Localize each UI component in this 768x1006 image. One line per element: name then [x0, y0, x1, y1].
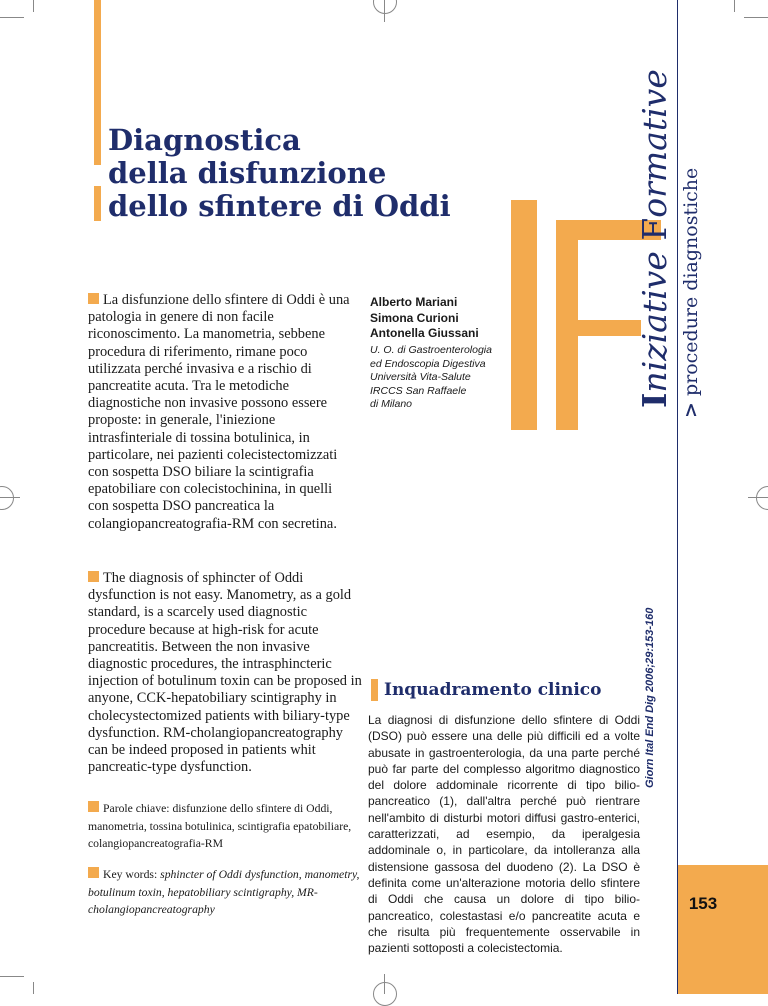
subseries-title	[680, 168, 702, 418]
page-number: 153	[688, 894, 718, 913]
author-name: Simona Curioni	[370, 310, 459, 325]
keywords-english-text: sphincter of Oddi dysfunction, manometry, botulinum toxin, hepatobiliary scintigraphy, MR-cholangiopancreatography	[88, 868, 360, 916]
bullet-square-icon	[88, 571, 99, 582]
bullet-square-icon	[88, 293, 99, 304]
crop-mark	[748, 497, 768, 498]
registration-mark	[0, 486, 14, 510]
affiliation-line: ed Endoscopia Digestiva	[370, 357, 486, 370]
article-title	[108, 124, 451, 223]
accent-bar-title	[94, 186, 101, 221]
accent-bar-top	[94, 0, 101, 165]
section-accent-bar	[371, 679, 378, 701]
crop-mark	[0, 497, 20, 498]
affiliation	[370, 344, 492, 412]
keywords-english	[88, 866, 368, 919]
crop-mark	[0, 976, 24, 977]
keywords-italian-text: disfunzione dello sfintere di Oddi, manometria, tossina botulinica, scintigrafia epatobiliare, colangiopancreatografia-RM	[88, 802, 352, 850]
registration-mark	[756, 486, 768, 510]
series-title	[635, 69, 674, 408]
title-line: dello sfintere di Oddi	[108, 189, 451, 223]
series-word2-initial: F	[635, 217, 674, 241]
crop-mark	[384, 974, 385, 994]
crop-mark	[33, 0, 34, 12]
subseries-text: procedure diagnostiche	[680, 167, 702, 397]
crop-mark	[0, 17, 24, 18]
keywords-italian-label: Parole chiave:	[103, 802, 170, 815]
bullet-square-icon	[88, 867, 99, 878]
affiliation-line: IRCCS San Raffaele	[370, 384, 467, 397]
series-word1: niziative	[635, 240, 674, 393]
affiliation-line: U. O. di Gastroenterologia	[370, 344, 492, 356]
bullet-square-icon	[88, 801, 99, 812]
crop-mark	[744, 17, 768, 18]
keywords-english-label: Key words:	[103, 868, 158, 881]
chevron-right-icon: >	[680, 402, 702, 418]
keywords-italian	[88, 800, 378, 853]
author-list	[370, 295, 479, 342]
abstract-english-text: The diagnosis of sphincter of Oddi dysfunction is not easy. Manometry, as a gold standard, is a scarcely used diagnostic procedure because at high-risk for acute pancreatitis. Between the non invasive diagnostic procedures, the intrasphincteric injection of botulinum toxin can be proposed in anyone, CCK-hepatobiliary scintigraphy in cholecystectomized patients with biliary-type dysfunction. RM-cholangiopancreatography can be indeed proposed in patients whit pancreatic-type dysfunction.	[88, 570, 362, 776]
logo-f-mid	[556, 320, 641, 336]
crop-mark	[734, 0, 735, 12]
series-initial: I	[635, 392, 674, 408]
registration-mark	[373, 0, 397, 14]
crop-mark	[33, 982, 34, 994]
abstract-italian	[88, 292, 356, 533]
registration-mark	[373, 982, 397, 1006]
section-heading: Inquadramento clinico	[384, 680, 602, 700]
author-name: Antonella Giussani	[370, 326, 479, 340]
title-line: Diagnostica	[108, 123, 301, 157]
abstract-english	[88, 570, 363, 776]
logo-i-stem	[511, 200, 537, 430]
author-name: Alberto Mariani	[370, 295, 458, 309]
title-line: della disfunzione	[108, 156, 387, 190]
series-word2: ormative	[635, 69, 674, 218]
section-body: La diagnosi di disfunzione dello sfintere di Oddi (DSO) può essere una delle più difficili ed a volte abusate in gastroenterologia, da una parte perché può far parte del complesso algoritmo diagnostico del dolore addominale ricorrente di tipo bilio-pancreatico (1), dall'altra perché può rientrare nell'ambito di disturbi motori diffusi gastro-enterici, caratterizzati, ad esempio, da iperalgesia addominale o, in particolare, da intolleranza alla distensione gassosa del duodeno (2). La DSO è definita come un'alterazione motoria dello sfintere di Oddi che causa un dolore di tipo bilio-pancreatico, colestastasi e/o pancreatite acuta e che risulta più frequentemente osservabile in pazienti sottoposti a colecistectomia.	[368, 713, 640, 956]
page-number-block	[678, 865, 768, 994]
abstract-italian-text: La disfunzione dello sfintere di Oddi è una patologia in genere di non facile riconoscimento. La manometria, sebbene procedura di riferimento, rimane poco utilizzata perché invasiva e a rischio di pancreatite acuta. Tra le metodiche diagnostiche non invasive possono essere proposte: in generale, l'iniezione intrasfinteriale di tossina botulinica, in particolare, nei pazienti colecistectomizzati con sospetta DSO biliare la scintigrafia epatobiliare con colecistochinina, in quelli con sospetta DSO pancreatica la colangiopancreatografia-RM con secretina.	[88, 292, 350, 532]
affiliation-line: di Milano	[370, 398, 413, 410]
sidebar-rule	[677, 0, 678, 994]
affiliation-line: Università Vita-Salute	[370, 371, 471, 383]
crop-mark	[384, 0, 385, 22]
journal-citation: Giorn Ital End Dig 2006;29:153-160	[644, 607, 656, 788]
